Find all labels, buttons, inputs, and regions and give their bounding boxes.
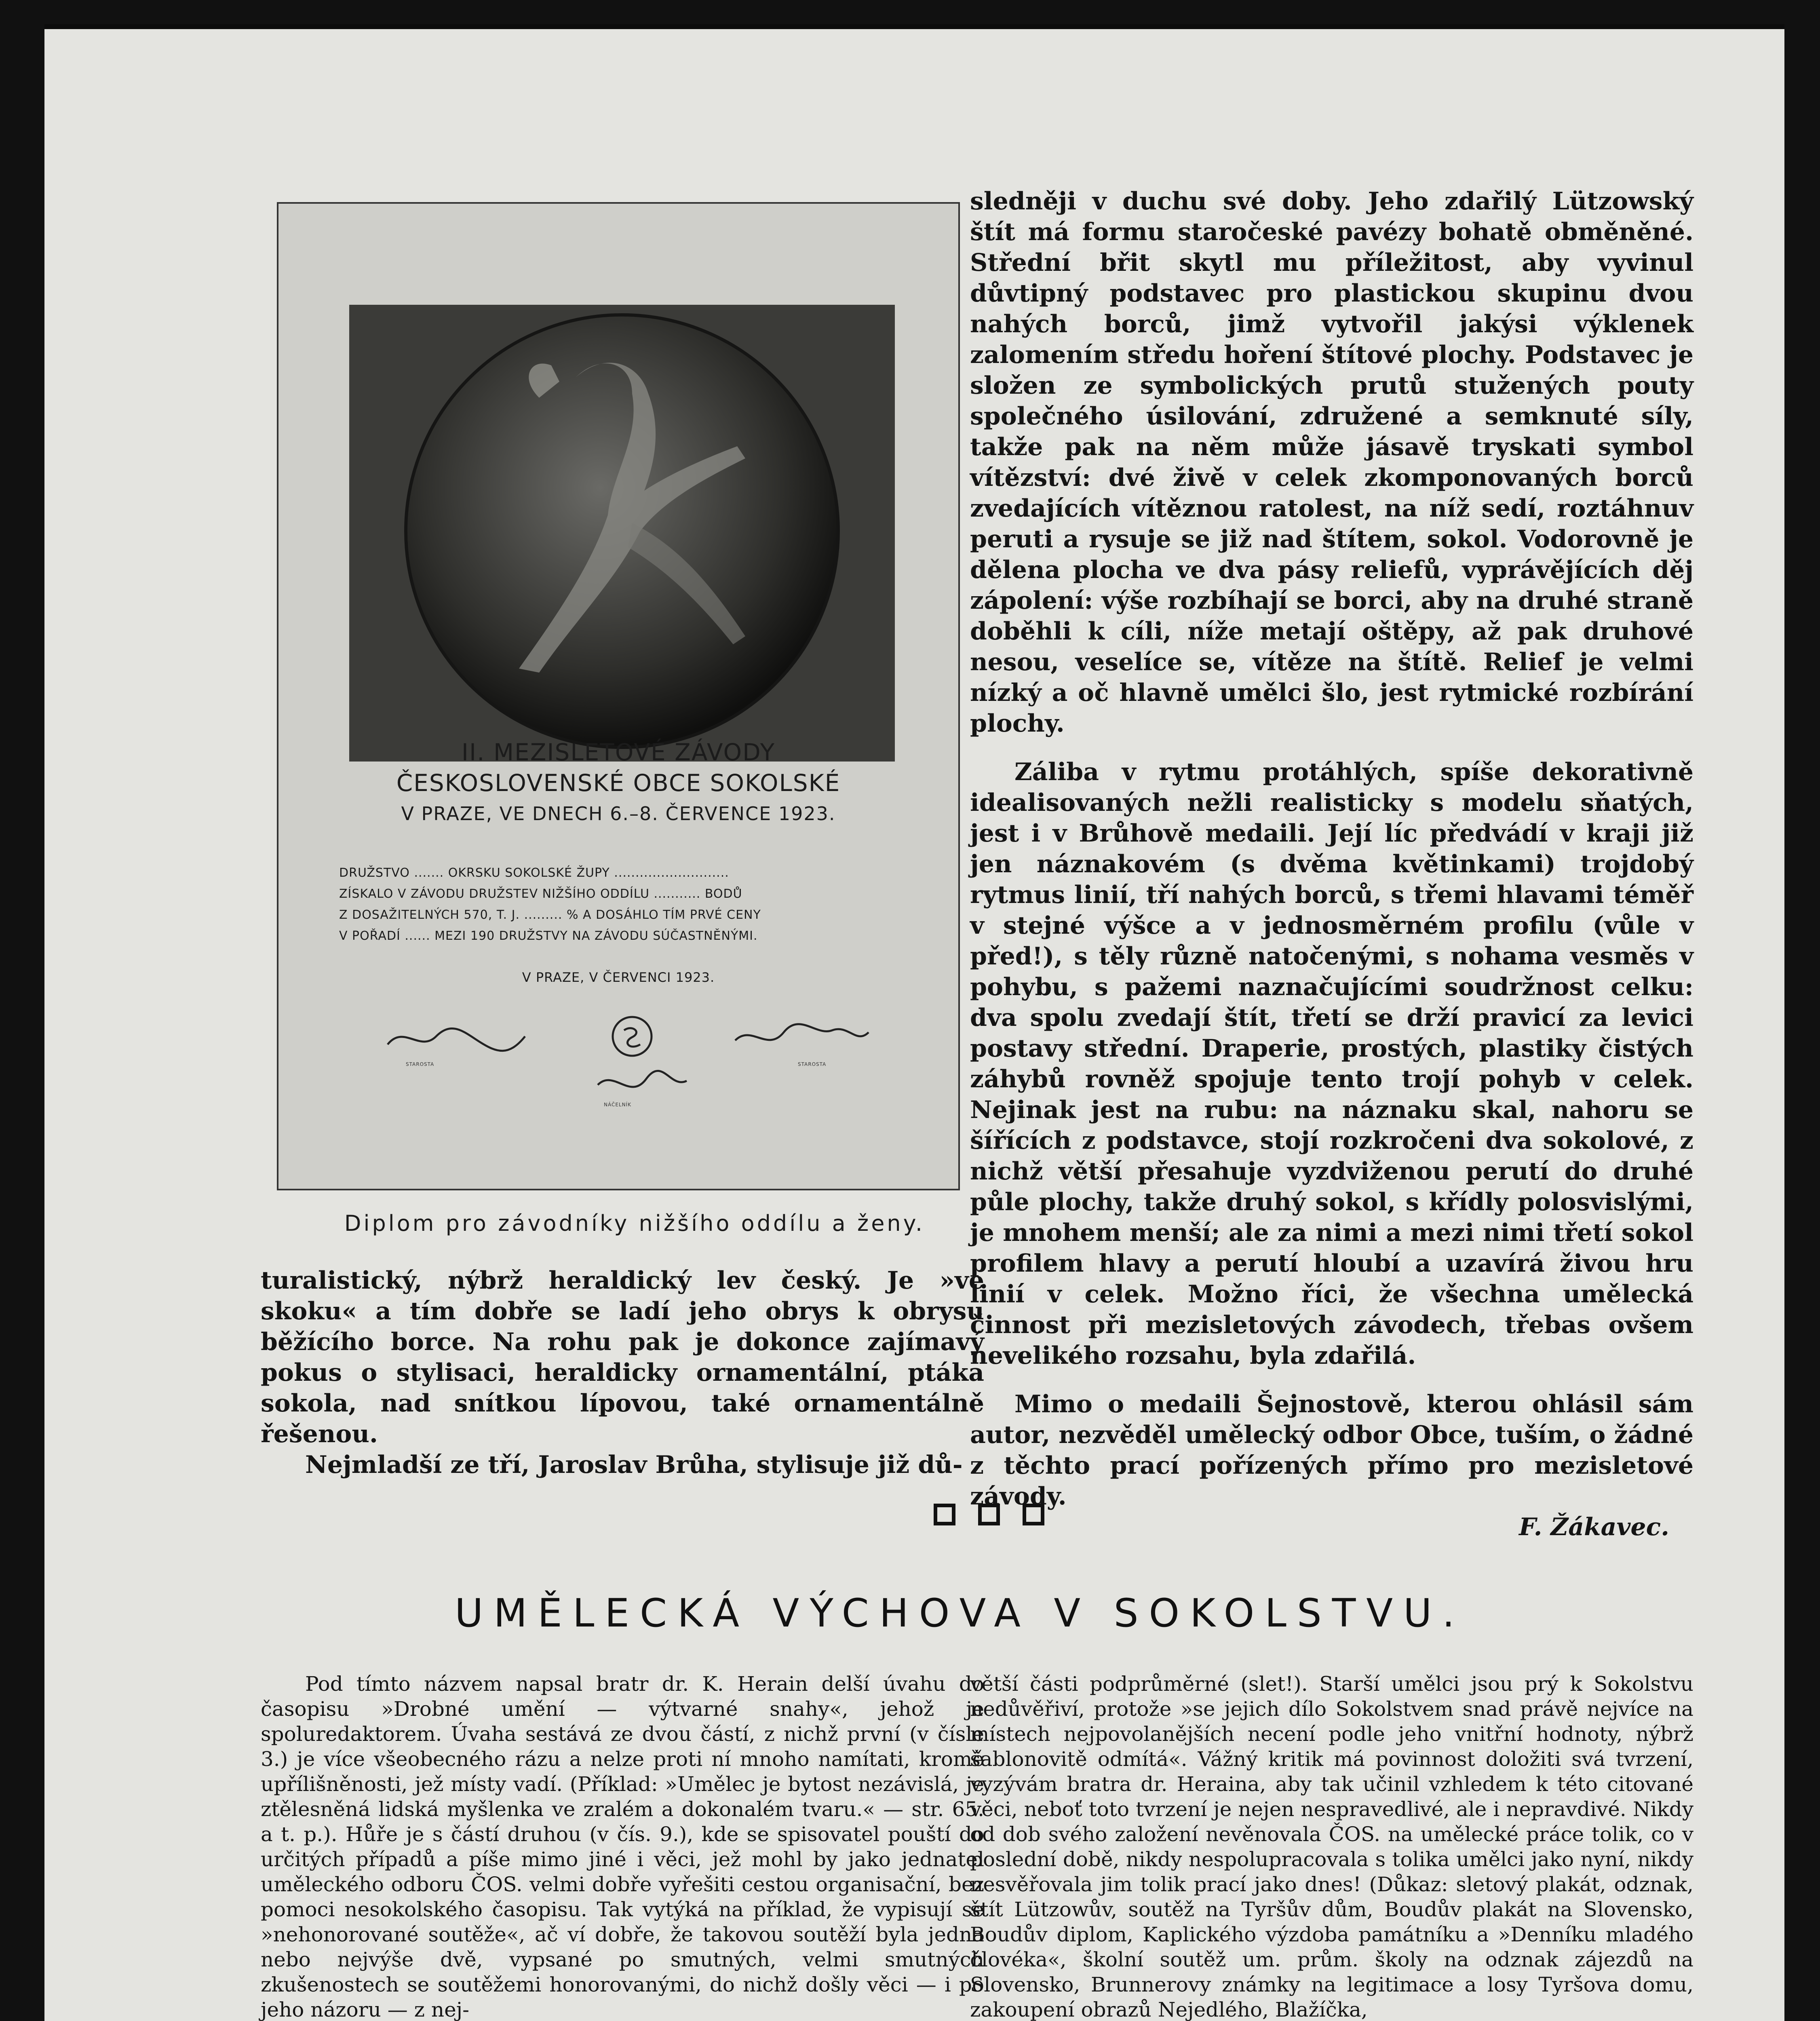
divider-square-icon	[978, 1504, 1000, 1525]
diploma-place-date: V PRAZE, V ČERVENCI 1923.	[522, 970, 715, 985]
right-paragraph-3: Mimo o medaili Šejnostově, kterou ohlásil sám autor, nezvěděl umělecký odbor Obce, tuším, o žádné z těchto prací pořízených přímo pro mezisletové závody.	[970, 1390, 1694, 1510]
signature-line	[970, 1512, 1693, 1542]
author-signature: F. Žákavec.	[1519, 1513, 1669, 1541]
article-left-paragraph: Pod tímto názvem napsal bratr dr. K. Herain delší úvahu do časopisu »Drobné umění — výtvarné snahy«, jehož je spoluredaktorem. Úvaha sestává ze dvou částí, z nichž první (v čísle 3.) je více všeobecného rázu a nelze proti ní mnoho namítati, kromě upřílišněnosti, jež místy vadí. (Příklad: »Umělec je bytost nezávislá, je ztělesněná lidská myšlenka ve zralém a dokonalém tvaru.« — str. 65. a t. p.). Hůře je s částí druhou (v čís. 9.), kde se spisovatel pouští do určitých případů a píše mimo jiné i věci, jež mohl by jako jednatel uměleckého odboru ČOS. velmi dobře vyřešiti cestou organisační, bez pomoci nesokolského časopisu. Tak vytýká na příklad, že vypisují se »nehonorované soutěže«, ač ví dobře, že takovou soutěží byla jedna nebo nejvýše dvě, vypsané po smutných, velmi smutných zkušenostech se soutěžemi honorovanými, do nichž došly věci — i po jeho názoru — z nej-	[261, 1672, 984, 2021]
section-divider	[934, 1504, 1044, 1525]
article-right-column	[970, 1671, 1693, 2021]
right-paragraph-2: Záliba v rytmu protáhlých, spíše dekorativně idealisovaných nežli realisticky s modelu sňatých, jest i v Brůhově medaili. Její líc předvádí v kraji již jen náznakovém (s dvěma květinkami) trojdobý rytmus linií, tří nahých borců, s třemi hlavami téměř v stejné výšce a v jednosměrném profilu (vůle v před!), s těly různě natočenými, s nohama vesměs v pohybu, s pažemi naznačujícími soudržnost celku: dva spolu zvedají štít, třetí se drží pravicí za levici postavy střední. Draperie, prostých, plastiky čistých záhybů rovněž spojuje tento trojí pohyb v celek. Nejinak jest na rubu: na náznaku skal, nahoru se šířících z podstavce, stojí rozkročeni dva sokolové, z nichž větší přesahuje vyzdviženou perutí do druhé půle plochy, takže druhý sokol, s křídly polosvislými, je mnohem menší; ale za nimi a mezi nimi třetí sokol profilem hlavy a perutí hloubí a uzavírá živou hru linií v celek. Možno říci, že všechna umělecká činnost při mezisletových závodech, třebas ovšem nevelikého rozsahu, byla zdařilá.	[970, 758, 1693, 1370]
diploma-title-line3: V PRAZE, VE DNECH 6.–8. ČERVENCE 1923.	[401, 803, 836, 825]
divider-square-icon	[1023, 1504, 1044, 1525]
signature-label-right: STAROSTA	[798, 1061, 827, 1067]
medal-graphic	[349, 305, 895, 762]
right-paragraph-1: sledněji v duchu své doby. Jeho zdařilý Lützowský štít má formu staročeské pavézy bohatě obměněné. Střední břit skytl mu příležitost, aby vyvinul důvtipný podstavec pro plastickou skupinu dvou nahých borců, jimž vytvořil jakýsi výklenek zalomením středu hoření štítové plochy. Podstavec je složen ze symbolických prutů stužených pouty společného úsilování, združené a semknuté síly, takže pak na něm může jásavě tryskati symbol vítězství: dvé živě v celek zkomponovaných borců zvedajících vítěznou ratolest, na níž sedí, roztáhnuv peruti a rysuje se již nad štítem, sokol. Vodorovně je dělena plocha ve dva pásy reliefů, vyprávějících děj zápolení: výše rozbíhají se borci, aby na druhé straně doběhli k cíli, níže metají oštěpy, až pak druhové nesou, veselíce se, vítěze na štítě. Relief je velmi nízký a oč hlavně umělci šlo, jest rytmické rozbírání plochy.	[970, 187, 1693, 738]
diploma-title-line1: II. MEZISLETOVÉ ZÁVODY	[461, 738, 776, 766]
diploma-form-line1: DRUŽSTVO ....... OKRSKU SOKOLSKÉ ŽUPY ...........................	[339, 866, 729, 880]
divider-square-icon	[934, 1504, 955, 1525]
diploma-title-line2: ČESKOSLOVENSKÉ OBCE SOKOLSKÉ	[396, 769, 841, 797]
signature-label-left: STAROSTA	[406, 1061, 434, 1067]
article-heading: UMĚLECKÁ VÝCHOVA V SOKOLSTVU.	[455, 1591, 1465, 1636]
left-paragraph-2: Nejmladší ze tří, Jaroslav Brůha, stylisuje již dů-	[305, 1451, 963, 1479]
figure-caption: Diplom pro závodníky nižšího oddílu a ženy.	[344, 1211, 925, 1236]
left-column-text	[261, 1265, 984, 1480]
page-edge-top	[44, 24, 1784, 29]
diploma-form-line3: Z DOSAŽITELNÝCH 570, T. J. ......... % A DOSÁHLO TÍM PRVÉ CENY	[339, 908, 761, 922]
left-paragraph-1: turalistický, nýbrž heraldický lev český. Je »ve skoku« a tím dobře se ladí jeho obrys k obrysu běžícího borce. Na rohu pak je dokonce zajímavý pokus o stylisaci, heraldicky ornamentální, ptáka sokola, nad snítkou lípovou, také ornamentálně řešenou.	[261, 1266, 984, 1448]
diploma-form-line2: ZÍSKALO V ZÁVODU DRUŽSTEV NIŽŠÍHO ODDÍLU ........... BODŮ	[339, 887, 742, 901]
diploma-form-line4: V POŘADÍ ...... MEZI 190 DRUŽSTVY NA ZÁVODU SÚČASTNĚNÝMI.	[339, 929, 758, 943]
page	[44, 24, 1784, 2021]
diploma-image	[277, 202, 960, 1190]
right-column-text	[970, 186, 1693, 1542]
article-right-paragraph: větší části podprůměrné (slet!). Starší umělci jsou prý k Sokolstvu nedůvěřiví, protože »se jejich dílo Sokolstvem snad právě nejvíce na místech nejpovolanějších necení podle jeho vnitřní hodnoty, nýbrž šablonovitě odmítá«. Vážný kritik má povinnost doložiti svá tvrzení, vyzývám bratra dr. Heraina, aby tak učinil vzhledem k této citované věci, neboť toto tvrzení je nejen nespravedlivé, ale i nepravdivé. Nikdy od dob svého založení nevěnovala ČOS. na umělecké práce tolik, co v poslední době, nikdy nespolupracovala s tolika umělci jako nyní, nikdy nesvěřovala jim tolik prací jako dnes! (Důkaz: sletový plakát, odznak, štít Lützowův, soutěž na Tyršův dům, Boudův plakát na Slovensko, Boudův diplom, Kaplického výzdoba památníku a »Denníku mladého človéka«, školní soutěž um. prům. školy na odznak zájezdů na Slovensko, Brunnerovy známky na legitimace a losy Tyršova domu, zakoupení obrazů Nejedlého, Blažíčka,	[970, 1672, 1693, 2021]
signature-label-center: NÁČELNÍK	[604, 1102, 632, 1108]
article-left-column	[261, 1671, 984, 2021]
medal-plate	[349, 305, 895, 762]
